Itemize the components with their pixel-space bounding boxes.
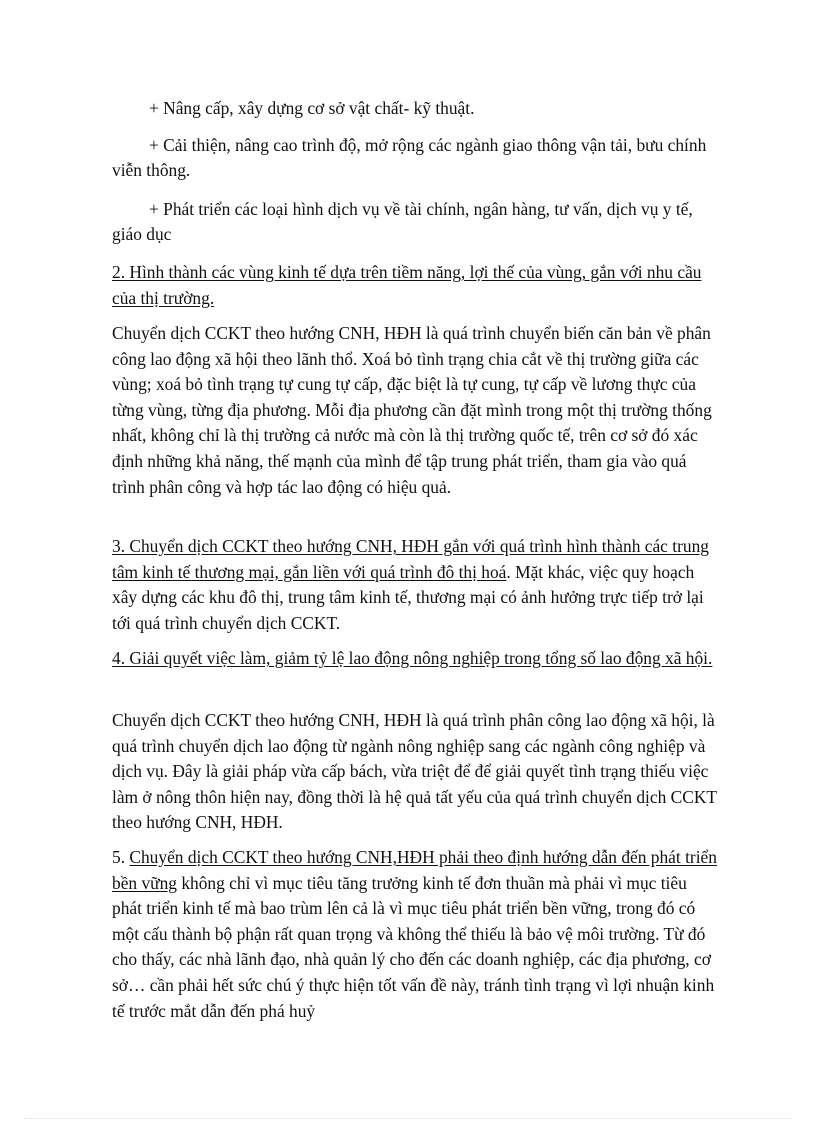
paragraph-text: . Mặt khác, việc quy hoạch xây dựng các khu đô thị, trung tâm kinh tế, thương mại có ảnh hưởng trực tiếp trở lại tới quá trình chuyển dịch CCKT. [112,561,704,633]
bullet-item: + Nâng cấp, xây dựng cơ sở vật chất- kỹ thuật. [149,98,475,118]
section-heading [112,646,718,672]
bullet-item: + Cải thiện, nâng cao trình độ, mở rộng các ngành giao thông vận tải, bưu chính viễn thông. [112,135,707,180]
paragraph: Chuyển dịch CCKT theo hướng CNH, HĐH là quá trình chuyển biến căn bản về phân công lao động xã hội theo lãnh thổ. Xoá bỏ tình trạng chia cắt về thị trường giữa các vùng; xoá bỏ tình trạng tự cung tự cấp, đặc biệt là tự cung, tự cấp về lương thực của từng vùng, từng địa phương. Mỗi địa phương cần đặt mình trong một thị trường thống nhất, không chỉ là thị trường cả nước mà còn là thị trường quốc tế, trên cơ sở đó xác định những khả năng, thế mạnh của mình để tập trung phát triển, tham gia vào quá trình phân công và hợp tác lao động có hiệu quả. [112,323,712,497]
heading-text: 4. Giải quyết việc làm, giảm tỷ lệ lao động nông nghiệp trong tổng số lao động xã hội. [112,648,713,668]
page-bottom-divider [24,1118,792,1119]
section-heading [112,260,718,311]
heading-text: 2. Hình thành các vùng kinh tế dựa trên tiềm năng, lợi thế của vùng, gắn với nhu cầu của thị trường. [112,262,702,308]
paragraph-text: không chỉ vì mục tiêu tăng trưởng kinh tế đơn thuần mà phải vì mục tiêu phát triển kinh tế mà bao trùm lên cả là vì mục tiêu phát triển bền vững, trong đó có một cấu thành bộ phận rất quan trọng và không thể thiếu là bảo vệ môi trường. Từ đó cho thấy, các nhà lãnh đạo, nhà quản lý cho đến các doanh nghiệp, các địa phương, cơ sở… cần phải hết sức chú ý thực hiện tốt vấn đề này, tránh tình trạng vì lợi nhuận kinh tế trước mắt dẫn đến phá huỷ [112,872,715,1021]
heading-text: 3. Chuyển dịch CCKT theo hướng CNH, HĐH gắn với quá trình hình thành các trung tâm kinh tế thương mại, gắn liền với quá trình đô thị hoá [112,536,709,582]
paragraph: Chuyển dịch CCKT theo hướng CNH, HĐH là quá trình phân công lao động xã hội, là quá trình chuyển dịch lao động từ ngành nông nghiệp sang các ngành công nghiệp và dịch vụ. Đây là giải pháp vừa cấp bách, vừa triệt để để giải quyết tình trạng thiếu việc làm ở nông thôn hiện nay, đồng thời là hệ quả tất yếu của quá trình chuyển dịch CCKT theo hướng CNH, HĐH. [112,710,717,833]
heading-text: Chuyển dịch CCKT theo hướng CNH,HĐH phải theo định hướng dẫn đến phát triển bền vững [112,847,717,893]
paragraph [112,534,718,636]
paragraph [112,845,718,1024]
bullet-item: + Phát triển các loại hình dịch vụ về tài chính, ngân hàng, tư vấn, dịch vụ y tế, giáo dục [112,199,693,244]
section-number: 5. [112,847,130,867]
